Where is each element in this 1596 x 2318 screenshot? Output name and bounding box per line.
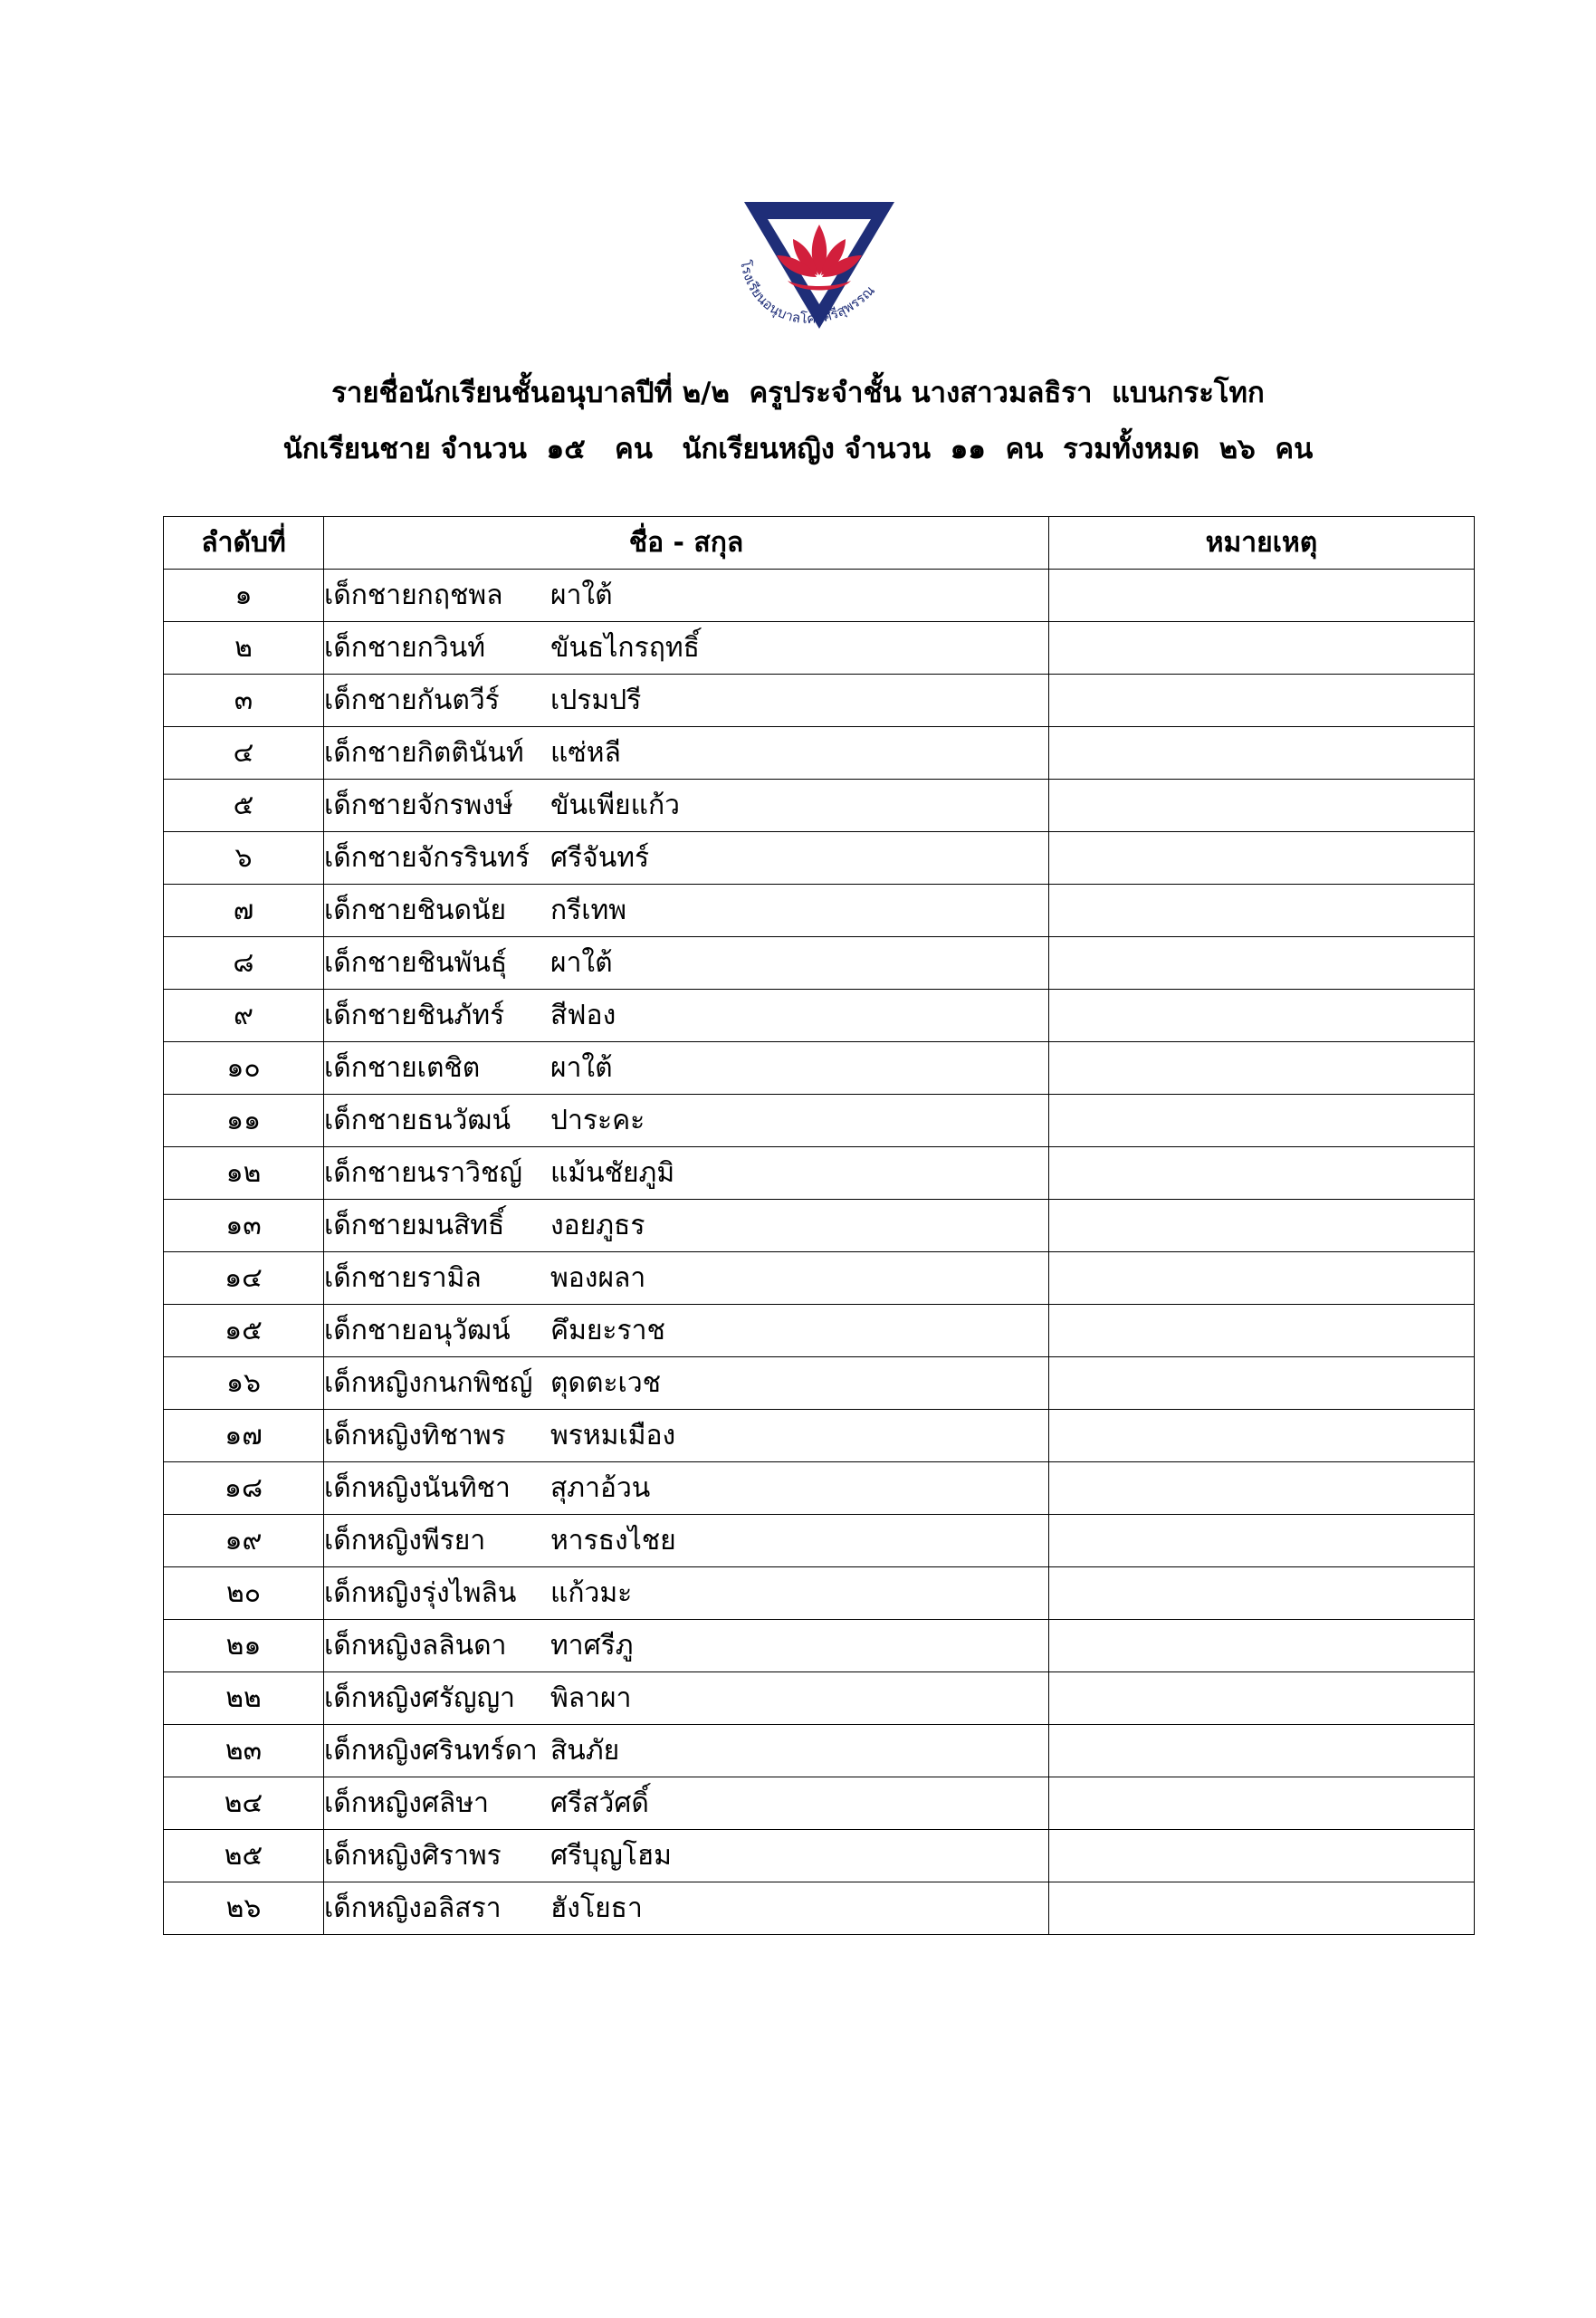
row-number: ๒๔ [164, 1777, 324, 1830]
student-roster-table [163, 516, 1475, 1935]
note-cell [1049, 1830, 1475, 1882]
note-cell [1049, 570, 1475, 622]
page-title: รายชื่อนักเรียนชั้นอนุบาลปีที่ ๒/๒ ครูประจำชั้น นางสาวมลธิรา แบนกระโทก [331, 377, 1265, 409]
logo-text: โรงเรียนอนุบาลโคกศรีสุพรรณ [736, 258, 878, 328]
note-cell [1049, 1200, 1475, 1252]
row-number: ๑๐ [164, 1042, 324, 1095]
table-row [164, 1567, 1475, 1620]
student-name-cell [324, 1462, 1049, 1515]
table-row [164, 885, 1475, 937]
student-name-cell [324, 990, 1049, 1042]
row-number: ๒๓ [164, 1725, 324, 1777]
note-cell [1049, 1882, 1475, 1935]
note-cell [1049, 1042, 1475, 1095]
table-row [164, 1042, 1475, 1095]
table-row [164, 622, 1475, 675]
student-last-name: เปรมปรี [550, 684, 642, 716]
student-first-name: เด็กหญิงกนกพิชญ์ [324, 1366, 533, 1399]
student-first-name: เด็กชายนราวิชญ์ [324, 1156, 522, 1189]
student-name-cell [324, 1725, 1049, 1777]
table-row [164, 937, 1475, 990]
student-first-name: เด็กชายจักรพงษ์ [324, 789, 513, 821]
note-cell [1049, 1725, 1475, 1777]
note-cell [1049, 1515, 1475, 1567]
student-name-cell [324, 1620, 1049, 1672]
student-last-name: ศรีสวัศดิ์ [550, 1786, 649, 1819]
note-cell [1049, 1252, 1475, 1305]
note-cell [1049, 1620, 1475, 1672]
table-row [164, 1830, 1475, 1882]
student-first-name: เด็กหญิงศลิษา [324, 1786, 489, 1819]
student-name-cell [324, 780, 1049, 832]
table-row [164, 832, 1475, 885]
table-row [164, 1147, 1475, 1200]
student-last-name: แก้วมะ [550, 1576, 633, 1609]
column-header-number: ลำดับที่ [164, 517, 324, 570]
row-number: ๑๔ [164, 1252, 324, 1305]
note-cell [1049, 622, 1475, 675]
student-first-name: เด็กชายชินพันธุ์ [324, 946, 508, 979]
note-cell [1049, 727, 1475, 780]
student-last-name: หารธงไชย [550, 1524, 676, 1557]
student-last-name: พิลาผา [550, 1681, 632, 1714]
row-number: ๑๖ [164, 1357, 324, 1410]
student-name-cell [324, 832, 1049, 885]
row-number: ๒ [164, 622, 324, 675]
student-first-name: เด็กหญิงนันทิชา [324, 1471, 511, 1504]
table-row [164, 1462, 1475, 1515]
student-name-cell [324, 885, 1049, 937]
note-cell [1049, 1567, 1475, 1620]
student-name-cell [324, 727, 1049, 780]
column-header-name: ชื่อ - สกุล [324, 517, 1049, 570]
student-first-name: เด็กชายอนุวัฒน์ [324, 1314, 511, 1346]
row-number: ๓ [164, 675, 324, 727]
student-first-name: เด็กชายเตชิต [324, 1051, 481, 1084]
table-row [164, 570, 1475, 622]
row-number: ๕ [164, 780, 324, 832]
student-first-name: เด็กชายจักรรินทร์ [324, 841, 530, 874]
student-first-name: เด็กหญิงทิชาพร [324, 1419, 506, 1451]
student-last-name: ขันธไกรฤทธิ์ [550, 631, 700, 664]
student-name-cell [324, 675, 1049, 727]
student-name-cell [324, 1252, 1049, 1305]
student-name-cell [324, 1095, 1049, 1147]
student-last-name: งอยภูธร [550, 1209, 645, 1241]
note-cell [1049, 885, 1475, 937]
student-name-cell [324, 937, 1049, 990]
student-name-cell [324, 1357, 1049, 1410]
row-number: ๒๒ [164, 1672, 324, 1725]
row-number: ๑๘ [164, 1462, 324, 1515]
student-first-name: เด็กหญิงรุ่งไพลิน [324, 1576, 517, 1609]
note-cell [1049, 937, 1475, 990]
student-first-name: เด็กชายชินภัทร์ [324, 999, 505, 1031]
student-last-name: ปาระคะ [550, 1104, 645, 1136]
student-name-cell [324, 1777, 1049, 1830]
student-last-name: ผาใต้ [550, 1051, 613, 1084]
table-row [164, 1620, 1475, 1672]
student-last-name: ผาใต้ [550, 579, 613, 611]
note-cell [1049, 1410, 1475, 1462]
row-number: ๙ [164, 990, 324, 1042]
row-number: ๒๐ [164, 1567, 324, 1620]
student-name-cell [324, 1410, 1049, 1462]
student-last-name: ศรีบุญโฮม [550, 1839, 672, 1872]
student-name-cell [324, 1515, 1049, 1567]
row-number: ๑๑ [164, 1095, 324, 1147]
student-first-name: เด็กหญิงศิราพร [324, 1839, 502, 1872]
table-row [164, 1672, 1475, 1725]
student-last-name: ศรีจันทร์ [550, 841, 650, 874]
student-last-name: พรหมเมือง [550, 1419, 676, 1451]
table-row [164, 1882, 1475, 1935]
row-number: ๒๖ [164, 1882, 324, 1935]
row-number: ๑๗ [164, 1410, 324, 1462]
student-first-name: เด็กชายมนสิทธิ์ [324, 1209, 505, 1241]
student-last-name: ผาใต้ [550, 946, 613, 979]
student-first-name: เด็กชายกิตตินันท์ [324, 736, 524, 769]
student-name-cell [324, 1147, 1049, 1200]
row-number: ๖ [164, 832, 324, 885]
note-cell [1049, 675, 1475, 727]
student-name-cell [324, 1672, 1049, 1725]
student-first-name: เด็กชายกฤชพล [324, 579, 503, 611]
table-row [164, 1305, 1475, 1357]
student-first-name: เด็กหญิงลลินดา [324, 1629, 507, 1662]
student-first-name: เด็กชายกวินท์ [324, 631, 485, 664]
row-number: ๑๕ [164, 1305, 324, 1357]
table-row [164, 727, 1475, 780]
table-row [164, 1095, 1475, 1147]
student-last-name: แม้นชัยภูมิ [550, 1156, 675, 1189]
row-number: ๒๕ [164, 1830, 324, 1882]
student-first-name: เด็กชายชินดนัย [324, 894, 507, 926]
student-first-name: เด็กชายกันตวีร์ [324, 684, 500, 716]
student-last-name: ขันเพียแก้ว [550, 789, 680, 821]
student-last-name: ฮังโยธา [550, 1892, 643, 1924]
row-number: ๑๓ [164, 1200, 324, 1252]
row-number: ๘ [164, 937, 324, 990]
table-row [164, 1357, 1475, 1410]
student-count-summary: นักเรียนชาย จำนวน ๑๕ คน นักเรียนหญิง จำนวน ๑๑ คน รวมทั้งหมด ๒๖ คน [282, 433, 1314, 465]
note-cell [1049, 1357, 1475, 1410]
note-cell [1049, 780, 1475, 832]
note-cell [1049, 1462, 1475, 1515]
student-last-name: คึมยะราช [550, 1314, 665, 1346]
student-last-name: สีฟอง [550, 999, 616, 1031]
row-number: ๑๒ [164, 1147, 324, 1200]
student-last-name: กรีเทพ [550, 894, 627, 926]
note-cell [1049, 1095, 1475, 1147]
student-last-name: พองผลา [550, 1261, 646, 1294]
student-first-name: เด็กหญิงพีรยา [324, 1524, 486, 1557]
table-row [164, 990, 1475, 1042]
table-header-row [164, 517, 1475, 570]
table-row [164, 1777, 1475, 1830]
table-row [164, 1410, 1475, 1462]
student-first-name: เด็กหญิงอลิสรา [324, 1892, 502, 1924]
student-last-name: สุภาอ้วน [550, 1471, 651, 1504]
student-first-name: เด็กชายธนวัฒน์ [324, 1104, 511, 1136]
column-header-note: หมายเหตุ [1049, 517, 1475, 570]
table-row [164, 1725, 1475, 1777]
row-number: ๔ [164, 727, 324, 780]
note-cell [1049, 1672, 1475, 1725]
note-cell [1049, 1147, 1475, 1200]
student-name-cell [324, 1882, 1049, 1935]
note-cell [1049, 1777, 1475, 1830]
student-name-cell [324, 1305, 1049, 1357]
student-name-cell [324, 1042, 1049, 1095]
student-first-name: เด็กหญิงศรินทร์ดา [324, 1734, 538, 1767]
row-number: ๗ [164, 885, 324, 937]
note-cell [1049, 990, 1475, 1042]
table-row [164, 1252, 1475, 1305]
student-name-cell [324, 1567, 1049, 1620]
table-row [164, 780, 1475, 832]
student-first-name: เด็กหญิงศรัญญา [324, 1681, 516, 1714]
student-name-cell [324, 1830, 1049, 1882]
school-logo [733, 197, 928, 356]
note-cell [1049, 832, 1475, 885]
student-last-name: ทาศรีภู [550, 1629, 634, 1662]
table-row [164, 675, 1475, 727]
table-row [164, 1200, 1475, 1252]
row-number: ๑ [164, 570, 324, 622]
student-last-name: สินภัย [550, 1734, 620, 1767]
table-row [164, 1515, 1475, 1567]
student-name-cell [324, 1200, 1049, 1252]
row-number: ๑๙ [164, 1515, 324, 1567]
note-cell [1049, 1305, 1475, 1357]
student-name-cell [324, 570, 1049, 622]
student-last-name: ตุดตะเวช [550, 1366, 662, 1399]
student-last-name: แซ่หลี [550, 736, 621, 769]
row-number: ๒๑ [164, 1620, 324, 1672]
student-first-name: เด็กชายรามิล [324, 1261, 482, 1294]
student-name-cell [324, 622, 1049, 675]
